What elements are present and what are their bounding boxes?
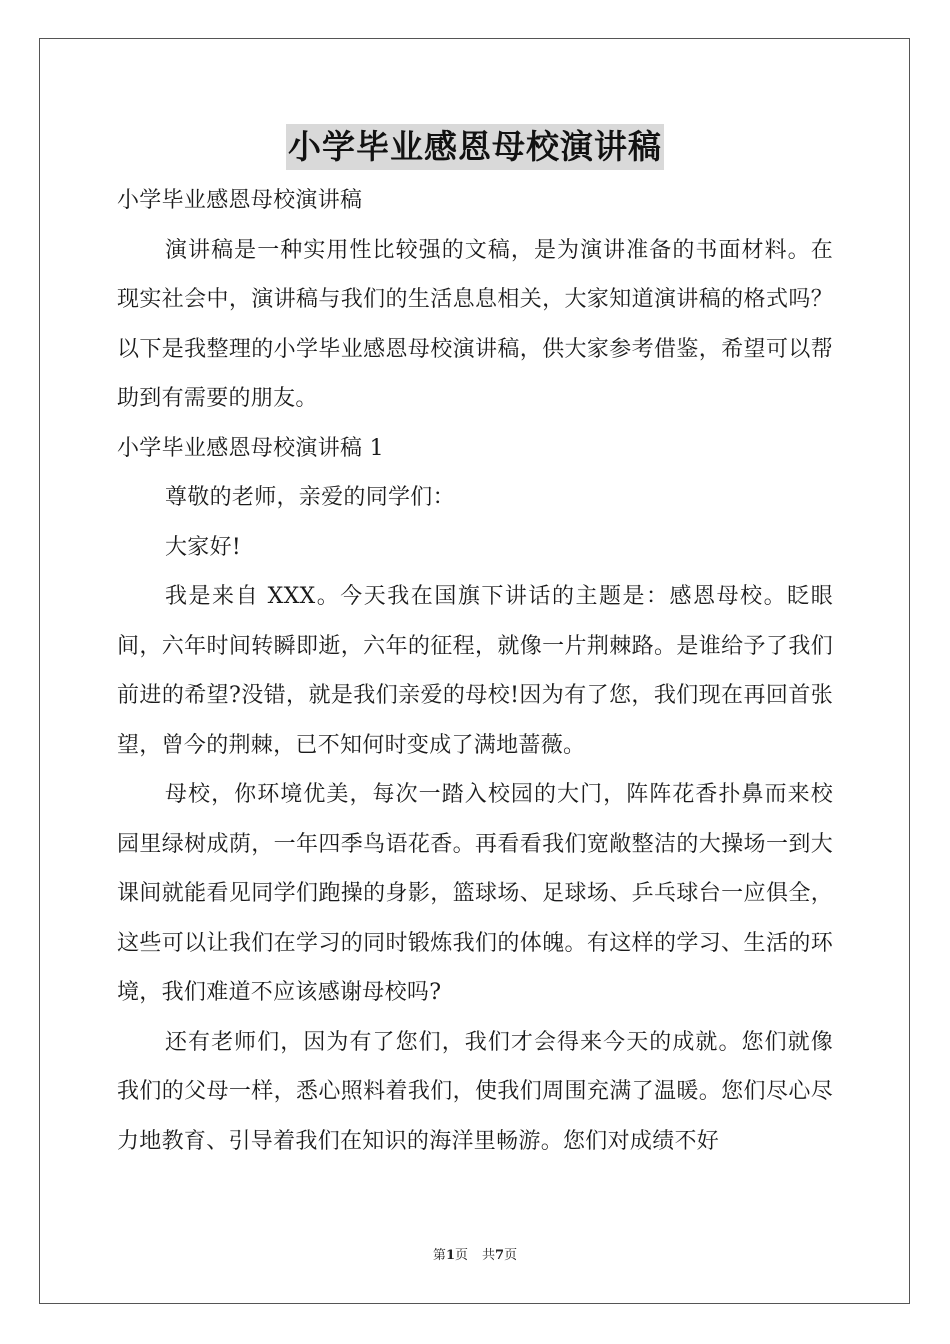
total-suffix: 页	[504, 1248, 518, 1263]
total-pages: 7	[495, 1248, 505, 1263]
page-footer	[0, 1244, 950, 1263]
paragraph: 小学毕业感恩母校演讲稿 1	[117, 435, 384, 461]
paragraph: 演讲稿是一种实用性比较强的文稿，是为演讲准备的书面材料。在现实社会中，演讲稿与我们的生活息息相关，大家知道演讲稿的格式吗？以下是我整理的小学毕业感恩母校演讲稿，供大家参考借鉴，希望可以帮助到有需要的朋友。	[117, 237, 833, 411]
paragraph: 母校，你环境优美，每次一踏入校园的大门，阵阵花香扑鼻而来校园里绿树成荫，一年四季鸟语花香。再看看我们宽敞整洁的大操场一到大课间就能看见同学们跑操的身影，篮球场、足球场、乒乓球台一应俱全，这些可以让我们在学习的同时锻炼我们的体魄。有这样的学习、生活的环境，我们难道不应该感谢母校吗?	[117, 782, 833, 1005]
paragraph: 还有老师们，因为有了您们，我们才会得来今天的成就。您们就像我们的父母一样，悉心照料着我们，使我们周围充满了温暖。您们尽心尽力地教育、引导着我们在知识的海洋里畅游。您们对成绩不好	[117, 1029, 833, 1154]
page-number: 1	[445, 1248, 455, 1263]
paragraph: 尊敬的老师，亲爱的同学们：	[165, 485, 455, 510]
paragraph: 大家好!	[165, 534, 242, 560]
total-prefix: 共	[482, 1248, 496, 1263]
title-container	[0, 124, 950, 170]
document-title: 小学毕业感恩母校演讲稿	[286, 124, 664, 170]
document-body	[117, 176, 833, 1166]
page-suffix: 页	[454, 1248, 468, 1263]
paragraph: 我是来自 XXX。今天我在国旗下讲话的主题是：感恩母校。眨眼间，六年时间转瞬即逝，六年的征程，就像一片荆棘路。是谁给予了我们前进的希望?没错，就是我们亲爱的母校!因为有了您，我们现在再回首张望，曾今的荆棘，已不知何时变成了满地蔷薇。	[117, 584, 833, 758]
page-prefix: 第	[432, 1248, 446, 1263]
paragraph: 小学毕业感恩母校演讲稿	[117, 188, 363, 213]
